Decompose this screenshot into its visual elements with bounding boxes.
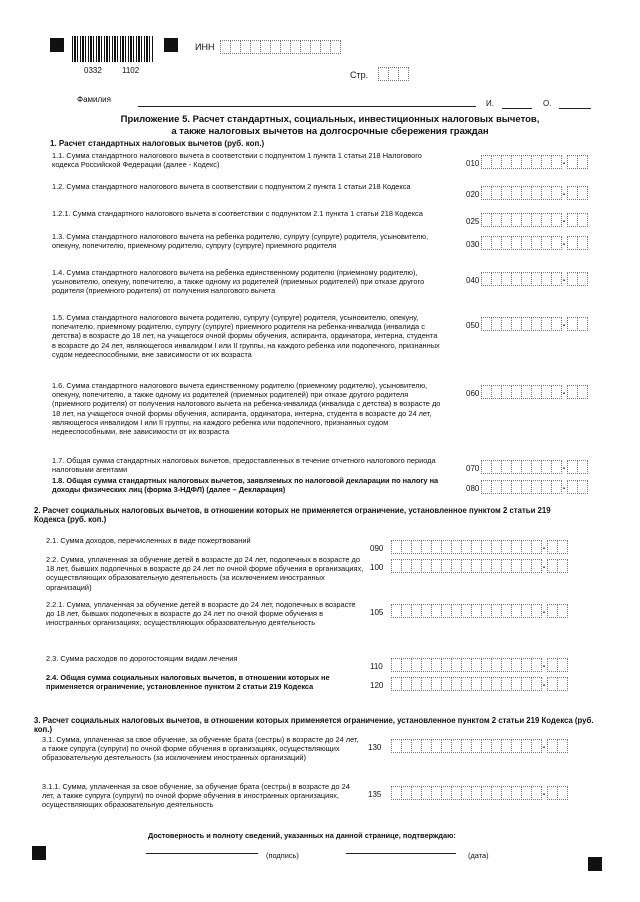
amount-field-110[interactable]	[391, 658, 567, 672]
row-label-040: 1.4. Сумма стандартного налогового вычета на ребенка единственному родителю (приемному родителю), усыновителю, опекуну, попечителю, а также одному из родителей (приемных родителей) при отказе другого родителя (приемного родителя) от получения налогового вычета	[52, 268, 425, 296]
kopeck-cell[interactable]	[577, 317, 588, 331]
row-label-080: 1.8. Общая сумма стандартных налоговых вычетов, заявляемых по налоговой декларации по налогу на доходы физических лиц (форма 3-НДФЛ) (далее – Декларация)	[52, 476, 439, 495]
row-label-120: 2.4. Общая сумма социальных налоговых вычетов, в отношении которых не применяется ограничение, установленное пунктом 2 статьи 219 Кодекса	[46, 673, 330, 692]
surname-field[interactable]	[138, 106, 476, 107]
barcode-number-left: 0332	[84, 66, 102, 75]
row-code-030: 030	[466, 240, 480, 249]
kopeck-cell[interactable]	[557, 739, 568, 753]
page-number-field[interactable]	[378, 67, 408, 81]
kopeck-cell[interactable]	[577, 236, 588, 250]
kopeck-cell[interactable]	[557, 559, 568, 573]
kopeck-cell[interactable]	[557, 540, 568, 554]
amount-field-120[interactable]	[391, 677, 567, 691]
decimal-separator: .	[562, 156, 566, 167]
decimal-separator: .	[562, 318, 566, 329]
kopeck-cell[interactable]	[577, 186, 588, 200]
row-code-105: 105	[370, 608, 384, 617]
amount-field-030[interactable]	[481, 236, 587, 250]
row-label-130: 3.1. Сумма, уплаченная за свое обучение, за обучение брата (сестры) в возрасте до 24 лет, а также супруга (супруги) по очной форме обучения в организациях, осуществляющих образовательную деятельность (за исключением иностранных организаций)	[42, 735, 359, 763]
decimal-separator: .	[542, 659, 546, 670]
row-label-060: 1.6. Сумма стандартного налогового вычета единственному родителю (приемному родителю), усыновителю, опекуну, попечителю, а также одному из родителей (приемных родителей) при отказе другого родителя (приемного родителя) от получения налогового вычета на ребенка-инвалида (инвалида с детства) в возрасте до 18 лет, на учащегося очной формы обучения, аспиранта, ординатора, интерна, студента в возрасте до 24 лет, являющегося инвалидом I или II группы, на каждого ребенка или подопечного, признанных судом недееспособными, вне зависимости от их возраста	[52, 381, 441, 437]
kopeck-cell[interactable]	[577, 385, 588, 399]
amount-field-105[interactable]	[391, 604, 567, 618]
section-1-heading: 1. Расчет стандартных налоговых вычетов (руб. коп.)	[50, 139, 265, 148]
row-label-090: 2.1. Сумма доходов, перечисленных в виде пожертвований	[46, 536, 251, 545]
decimal-separator: .	[562, 187, 566, 198]
registration-mark-bottom-left	[32, 846, 46, 860]
kopeck-cell[interactable]	[557, 658, 568, 672]
row-label-100: 2.2. Сумма, уплаченная за обучение детей в возрасте до 24 лет, подопечных в возрасте до 18 лет, бывших подопечных в возрасте до 24 лет по очной форме обучения в организациях, осуществляющих образовательную деятельность (за исключением иностранных организаций)	[46, 555, 364, 592]
kopeck-cell[interactable]	[557, 677, 568, 691]
amount-field-130[interactable]	[391, 739, 567, 753]
row-code-010: 010	[466, 159, 480, 168]
signature-field[interactable]	[146, 853, 258, 854]
decimal-separator: .	[542, 541, 546, 552]
barcode	[72, 36, 154, 62]
row-code-050: 050	[466, 321, 480, 330]
decimal-separator: .	[562, 461, 566, 472]
initial-i-field[interactable]	[502, 108, 532, 109]
amount-field-050[interactable]	[481, 317, 587, 331]
row-code-090: 090	[370, 544, 384, 553]
decimal-separator: .	[562, 214, 566, 225]
decimal-separator: .	[542, 740, 546, 751]
row-label-020: 1.2. Сумма стандартного налогового вычета в соответствии с подпунктом 2 пункта 1 статьи 218 Кодекса	[52, 182, 411, 191]
row-label-030: 1.3. Сумма стандартного налогового вычета на ребенка родителю, супругу (супруге) родителя, усыновителю, опекуну, попечителю, приемному родителю, супругу (супруге) приемного родителя	[52, 232, 429, 251]
row-code-080: 080	[466, 484, 480, 493]
row-code-100: 100	[370, 563, 384, 572]
initial-i-label: И.	[486, 99, 494, 108]
row-code-130: 130	[368, 743, 382, 752]
section-3-heading: 3. Расчет социальных налоговых вычетов, в отношении которых применяется ограничение, установленное пунктом 2 статьи 219 Кодекса (руб. коп.)	[34, 716, 594, 735]
decimal-separator: .	[542, 678, 546, 689]
row-code-020: 020	[466, 190, 480, 199]
amount-field-025[interactable]	[481, 213, 587, 227]
amount-field-070[interactable]	[481, 460, 587, 474]
inn-label: ИНН	[195, 42, 215, 52]
row-label-025: 1.2.1. Сумма стандартного налогового вычета в соответствии с подпунктом 2.1 пункта 1 статьи 218 Кодекса	[52, 209, 423, 218]
row-code-120: 120	[370, 681, 384, 690]
row-label-135: 3.1.1. Сумма, уплаченная за свое обучение, за обучение брата (сестры) в возрасте до 24 лет, а также супруга (супруги) по очной форме обучения в иностранных организациях, осуществляющих образовательную деятельность	[42, 782, 350, 810]
inn-field[interactable]	[220, 40, 340, 54]
confirmation-text: Достоверность и полноту сведений, указанных на данной странице, подтверждаю:	[148, 831, 456, 840]
initial-o-label: О.	[543, 99, 552, 108]
kopeck-cell[interactable]	[577, 155, 588, 169]
kopeck-cell[interactable]	[577, 213, 588, 227]
amount-field-090[interactable]	[391, 540, 567, 554]
date-caption: (дата)	[468, 851, 489, 860]
amount-field-080[interactable]	[481, 480, 587, 494]
row-label-105: 2.2.1. Сумма, уплаченная за обучение детей в возрасте до 24 лет, подопечных в возрасте до 18 лет, бывших подопечных в возрасте до 24 лет по очной форме обучения в иностранных организациях, осуществляющих образовательную деятельность	[46, 600, 356, 628]
surname-label: Фамилия	[77, 95, 111, 104]
decimal-separator: .	[562, 386, 566, 397]
barcode-number-right: 1102	[122, 66, 140, 75]
row-code-040: 040	[466, 276, 480, 285]
amount-field-040[interactable]	[481, 272, 587, 286]
registration-mark-bottom-right	[588, 857, 602, 871]
row-label-070: 1.7. Общая сумма стандартных налоговых вычетов, предоставленных в течение отчетного налогового периода налоговыми агентами	[52, 456, 436, 475]
page-title: Приложение 5. Расчет стандартных, социальных, инвестиционных налоговых вычетов, а также налоговых вычетов на долгосрочные сбережения граждан	[120, 114, 540, 137]
section-2-heading: 2. Расчет социальных налоговых вычетов, в отношении которых не применяется ограничение, установленное пунктом 2 статьи 219 Кодекса (руб. коп.)	[34, 506, 551, 525]
kopeck-cell[interactable]	[557, 786, 568, 800]
decimal-separator: .	[542, 787, 546, 798]
row-code-135: 135	[368, 790, 382, 799]
page-label: Стр.	[350, 70, 369, 80]
amount-field-010[interactable]	[481, 155, 587, 169]
amount-field-060[interactable]	[481, 385, 587, 399]
decimal-separator: .	[562, 237, 566, 248]
date-field[interactable]	[346, 853, 456, 854]
row-label-050: 1.5. Сумма стандартного налогового вычета родителю, супругу (супруге) родителя, усыновителю, опекуну, попечителю, приемному родителю, супругу (супруге) приемного родителя на ребенка-инвалида (инвалида с детства) в возрасте до 18 лет, на учащегося очной формы обучения, аспиранта, ординатора, интерна, студента в возрасте до 24 лет, являющегося инвалидом I или II группы, на каждого ребенка или подопечного, признанных судом недееспособными, вне зависимости от их возраста	[52, 313, 440, 359]
row-code-060: 060	[466, 389, 480, 398]
initial-o-field[interactable]	[559, 108, 591, 109]
amount-field-135[interactable]	[391, 786, 567, 800]
kopeck-cell[interactable]	[577, 272, 588, 286]
decimal-separator: .	[542, 605, 546, 616]
kopeck-cell[interactable]	[577, 480, 588, 494]
amount-field-020[interactable]	[481, 186, 587, 200]
amount-field-100[interactable]	[391, 559, 567, 573]
kopeck-cell[interactable]	[557, 604, 568, 618]
decimal-separator: .	[562, 481, 566, 492]
registration-mark-top-mid	[164, 38, 178, 52]
row-label-110: 2.3. Сумма расходов по дорогостоящим видам лечения	[46, 654, 238, 663]
decimal-separator: .	[562, 273, 566, 284]
row-code-025: 025	[466, 217, 480, 226]
row-code-110: 110	[370, 662, 383, 671]
row-label-010: 1.1. Сумма стандартного налогового вычета в соответствии с подпунктом 1 пункта 1 статьи 218 Налогового кодекса Российской Федерации (далее - Кодекс)	[52, 151, 422, 170]
kopeck-cell[interactable]	[577, 460, 588, 474]
signature-caption: (подпись)	[266, 851, 299, 860]
decimal-separator: .	[542, 560, 546, 571]
row-code-070: 070	[466, 464, 480, 473]
registration-mark-top-left	[50, 38, 64, 52]
